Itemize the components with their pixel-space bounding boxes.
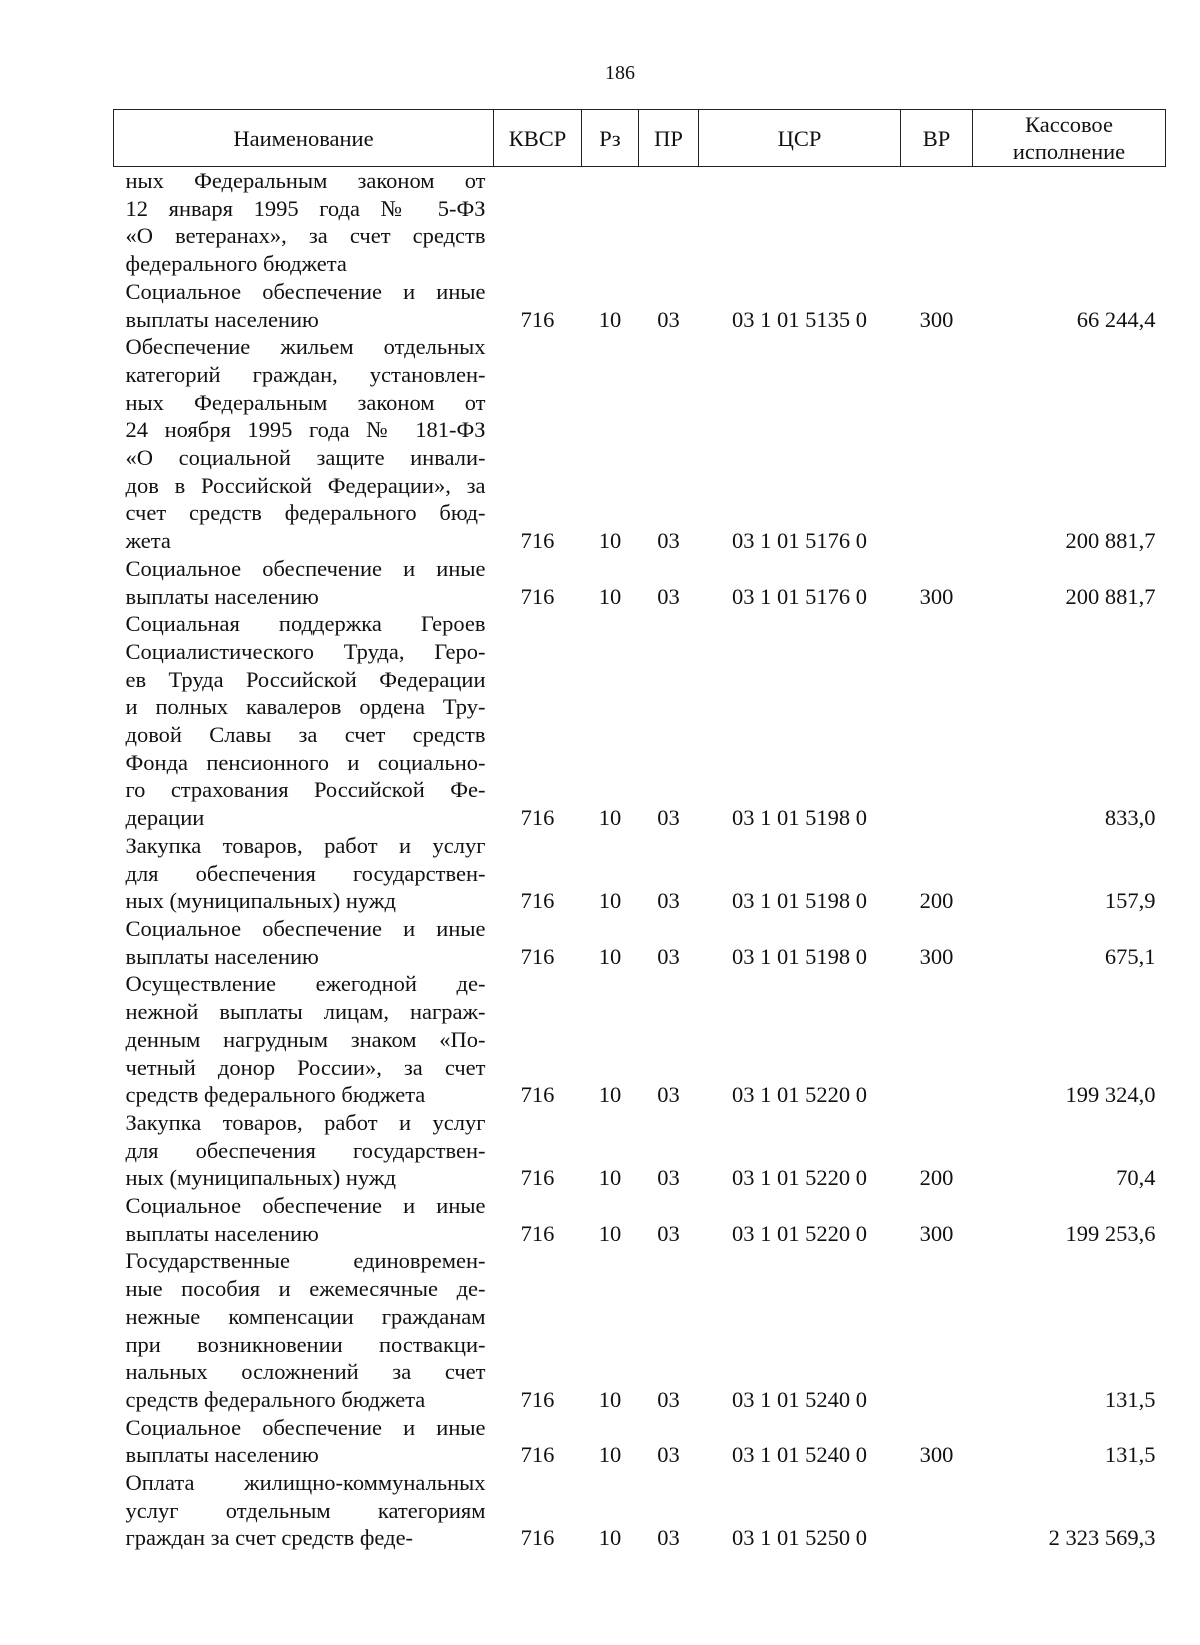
row-name-line: «О социальной защите инвали-: [125, 445, 486, 471]
row-csr: 03 1 01 5198 0: [732, 805, 867, 831]
row-kvsr: 716: [520, 1165, 555, 1191]
row-kvsr: 716: [520, 805, 555, 831]
row-name: [114, 1192, 494, 1247]
table-row: [114, 278, 1166, 333]
row-name-line: ных (муниципальных) нужд: [125, 1165, 396, 1191]
row-sum: 157,9: [1104, 888, 1156, 914]
row-kvsr: 716: [520, 306, 555, 332]
row-vr: 200: [919, 888, 954, 914]
row-name-line: выплаты населению: [125, 306, 319, 332]
row-name-line: Оплата жилищно-коммунальных: [125, 1470, 486, 1496]
header-kvsr: КВСР: [494, 110, 582, 167]
row-sum: 199 324,0: [1065, 1082, 1156, 1108]
row-vr: 300: [919, 1442, 954, 1468]
row-name-line: четный донор России», за счет: [125, 1054, 486, 1080]
row-name-line: го страхования Российской Фе-: [125, 777, 486, 803]
header-vr: ВР: [901, 110, 973, 167]
row-name: [114, 278, 494, 333]
row-rz: 10: [598, 888, 622, 914]
header-csr: ЦСР: [699, 110, 901, 167]
row-name-line: выплаты населению: [125, 1220, 319, 1246]
table-row: [114, 1469, 1166, 1552]
row-kvsr: 716: [520, 888, 555, 914]
row-name-line: услуг отдельным категориям: [125, 1497, 486, 1523]
row-rz: 10: [598, 528, 622, 554]
header-pr: ПР: [639, 110, 699, 167]
row-name: [114, 970, 494, 1109]
row-csr: 03 1 01 5220 0: [732, 1165, 867, 1191]
row-sum: 675,1: [1104, 943, 1156, 969]
table-row: [114, 915, 1166, 970]
row-name-line: и полных кавалеров ордена Тру-: [125, 694, 486, 720]
row-rz: 10: [598, 1442, 622, 1468]
row-kvsr: 716: [520, 583, 555, 609]
row-kvsr: 716: [520, 1220, 555, 1246]
row-csr: 03 1 01 5176 0: [732, 583, 867, 609]
row-name-line: довой Славы за счет средств: [125, 722, 486, 748]
row-name-line: дов в Российской Федерации», за: [125, 472, 486, 498]
row-kvsr: 716: [520, 1386, 555, 1412]
table-row: [114, 1192, 1166, 1247]
row-name-line: Социальная поддержка Героев: [125, 611, 486, 637]
row-name: [114, 1414, 494, 1469]
row-name-line: средств федерального бюджета: [125, 1386, 426, 1412]
row-name-line: Социальное обеспечение и иные: [125, 1414, 486, 1440]
row-vr: 200: [919, 1165, 954, 1191]
row-name: [114, 333, 494, 555]
row-name-line: дерации: [125, 805, 205, 831]
row-name-line: ных (муниципальных) нужд: [125, 888, 396, 914]
row-csr: 03 1 01 5198 0: [732, 888, 867, 914]
row-pr: 03: [657, 1165, 680, 1191]
row-pr: 03: [657, 583, 680, 609]
row-name-line: для обеспечения государствен-: [125, 1137, 486, 1163]
row-sum: 200 881,7: [1065, 583, 1156, 609]
row-name: [114, 915, 494, 970]
row-vr: 300: [919, 583, 954, 609]
row-name: [114, 610, 494, 832]
row-name-line: нежной выплаты лицам, награж-: [125, 999, 486, 1025]
row-vr: 300: [919, 306, 954, 332]
header-rz: Рз: [582, 110, 639, 167]
row-pr: 03: [657, 888, 680, 914]
row-name-line: при возникновении поствакци-: [125, 1331, 486, 1357]
row-pr: 03: [657, 943, 680, 969]
row-csr: 03 1 01 5220 0: [732, 1220, 867, 1246]
row-rz: 10: [598, 805, 622, 831]
row-pr: 03: [657, 528, 680, 554]
row-name-line: денным нагрудным знаком «По-: [125, 1026, 486, 1052]
row-name-line: 12 января 1995 года № 5-ФЗ: [125, 195, 486, 221]
table-row: [114, 970, 1166, 1109]
row-name-line: выплаты населению: [125, 943, 319, 969]
row-name-line: 24 ноября 1995 года № 181-ФЗ: [125, 417, 486, 443]
row-vr: [901, 333, 973, 555]
row-pr: 03: [657, 1386, 680, 1412]
row-name-line: Социальное обеспечение и иные: [125, 555, 486, 581]
row-name-line: средств федерального бюджета: [125, 1082, 426, 1108]
row-name-line: Обеспечение жильем отдельных: [125, 334, 486, 360]
row-name: [114, 1469, 494, 1552]
row-name-line: Фонда пенсионного и социально-: [125, 749, 486, 775]
row-name-line: Социальное обеспечение и иные: [125, 1193, 486, 1219]
row-rz: 10: [598, 1165, 622, 1191]
row-rz: 10: [598, 583, 622, 609]
row-vr: [901, 610, 973, 832]
row-csr: 03 1 01 5240 0: [732, 1386, 867, 1412]
row-rz: 10: [598, 1386, 622, 1412]
row-pr: [639, 167, 699, 278]
row-name: [114, 1247, 494, 1413]
row-pr: 03: [657, 306, 680, 332]
row-kvsr: 716: [520, 528, 555, 554]
row-sum: 200 881,7: [1065, 528, 1156, 554]
row-name-line: федерального бюджета: [125, 251, 347, 277]
row-pr: 03: [657, 1220, 680, 1246]
row-vr: 300: [919, 1220, 954, 1246]
row-sum: 131,5: [1104, 1442, 1156, 1468]
row-kvsr: 716: [520, 1082, 555, 1108]
row-name-line: ных Федеральным законом от: [125, 168, 486, 193]
row-name-line: жета: [125, 528, 171, 554]
row-rz: 10: [598, 1525, 622, 1551]
row-rz: 10: [598, 306, 622, 332]
row-name-line: категорий граждан, установлен-: [125, 361, 486, 387]
row-name-line: счет средств федерального бюд-: [125, 500, 486, 526]
row-kvsr: 716: [520, 1525, 555, 1551]
row-sum: 2 323 569,3: [1048, 1525, 1156, 1551]
row-vr: [901, 970, 973, 1109]
table-row: [114, 1414, 1166, 1469]
row-name-line: ев Труда Российской Федерации: [125, 666, 486, 692]
table-body: [114, 167, 1166, 1553]
row-name-line: выплаты населению: [125, 583, 319, 609]
row-name-line: нальных осложнений за счет: [125, 1359, 486, 1385]
row-csr: 03 1 01 5220 0: [732, 1082, 867, 1108]
row-name-line: Государственные единовремен-: [125, 1248, 486, 1274]
row-name-line: выплаты населению: [125, 1442, 319, 1468]
row-name-line: Закупка товаров, работ и услуг: [125, 1109, 486, 1135]
row-name-line: Социальное обеспечение и иные: [125, 915, 486, 941]
row-name-line: Социальное обеспечение и иные: [125, 278, 486, 304]
row-rz: [582, 167, 639, 278]
row-name: [114, 832, 494, 915]
row-sum: 131,5: [1104, 1386, 1156, 1412]
row-csr: 03 1 01 5198 0: [732, 943, 867, 969]
table-row: [114, 555, 1166, 610]
row-csr: 03 1 01 5250 0: [732, 1525, 867, 1551]
table-row: [114, 167, 1166, 278]
table-row: [114, 610, 1166, 832]
row-pr: 03: [657, 1442, 680, 1468]
row-rz: 10: [598, 1082, 622, 1108]
row-sum: 199 253,6: [1065, 1220, 1156, 1246]
budget-table: [113, 109, 1166, 1552]
row-name-line: Закупка товаров, работ и услуг: [125, 832, 486, 858]
row-csr: 03 1 01 5135 0: [732, 306, 867, 332]
row-name-line: «О ветеранах», за счет средств: [125, 223, 486, 249]
row-vr: [901, 1247, 973, 1413]
row-pr: 03: [657, 805, 680, 831]
row-name-line: нежные компенсации гражданам: [125, 1303, 486, 1329]
row-sum: 833,0: [1104, 805, 1156, 831]
page-number: 186: [605, 62, 635, 84]
table-row: [114, 832, 1166, 915]
row-vr: 300: [919, 943, 954, 969]
row-name-line: ных Федеральным законом от: [125, 389, 486, 415]
table-header: [114, 110, 1166, 167]
row-name-line: граждан за счет средств феде-: [125, 1525, 414, 1551]
row-kvsr: 716: [520, 1442, 555, 1468]
row-sum: 66 244,4: [1076, 306, 1156, 332]
row-pr: 03: [657, 1082, 680, 1108]
row-sum: [973, 167, 1166, 278]
row-rz: 10: [598, 943, 622, 969]
row-kvsr: [494, 167, 582, 278]
row-vr: [901, 167, 973, 278]
row-name: [114, 1109, 494, 1192]
row-kvsr: 716: [520, 943, 555, 969]
table-row: [114, 1109, 1166, 1192]
row-csr: 03 1 01 5176 0: [732, 528, 867, 554]
table-row: [114, 1247, 1166, 1413]
row-name-line: ные пособия и ежемесячные де-: [125, 1276, 486, 1302]
row-sum: 70,4: [1116, 1165, 1156, 1191]
row-name: [114, 555, 494, 610]
table-row: [114, 333, 1166, 555]
row-name: [114, 167, 494, 278]
row-pr: 03: [657, 1525, 680, 1551]
row-name-line: Социалистического Труда, Геро-: [125, 638, 486, 664]
row-name-line: для обеспечения государствен-: [125, 860, 486, 886]
row-vr: [901, 1469, 973, 1552]
row-csr: [699, 167, 901, 278]
header-name: Наименование: [114, 110, 494, 167]
row-name-line: Осуществление ежегодной де-: [125, 971, 486, 997]
header-sum: Кассовое исполнение: [973, 110, 1166, 167]
row-csr: 03 1 01 5240 0: [732, 1442, 867, 1468]
row-rz: 10: [598, 1220, 622, 1246]
